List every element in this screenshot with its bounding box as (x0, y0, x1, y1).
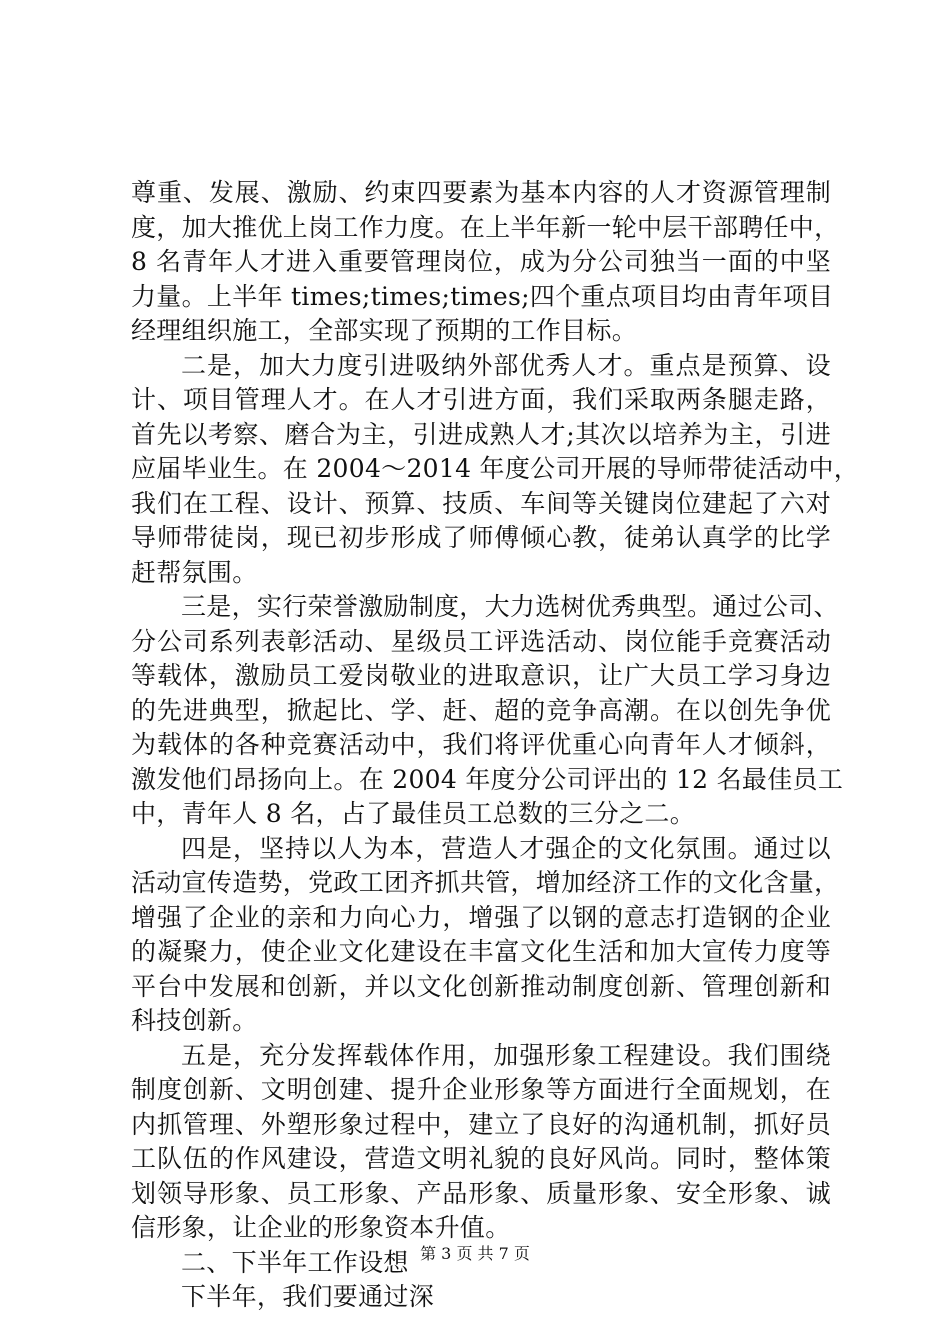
text-line: 首先以考察、磨合为主，引进成熟人才;其次以培养为主，引进 (131, 419, 831, 449)
text-line: 的凝聚力，使企业文化建设在丰富文化生活和加大宣传力度等 (131, 937, 831, 966)
text-line: 四是，坚持以人为本，营造人才强企的文化氛围。通过以 (181, 833, 831, 863)
text-line: 二、下半年工作设想 (181, 1247, 409, 1277)
text-line: 应届毕业生。在 2004～2014 年度公司开展的导师带徒活动中， (131, 454, 860, 483)
text-line: 的先进典型，掀起比、学、赶、超的竞争高潮。在以创先争优 (131, 695, 831, 725)
text-line: 我们在工程、设计、预算、技质、车间等关键岗位建起了六对 (131, 488, 831, 518)
page-number-label: 第 3 页 共 7 页 (420, 1244, 530, 1263)
text-line: 激发他们昂扬向上。在 2004 年度分公司评出的 12 名最佳员工 (131, 764, 844, 794)
text-line: 内抓管理、外塑形象过程中，建立了良好的沟通机制，抓好员 (131, 1109, 831, 1139)
text-line: 力量。上半年 times;times;times;四个重点项目均由青年项目 (131, 281, 834, 311)
text-line: 五是，充分发挥载体作用，加强形象工程建设。我们围绕 (181, 1040, 831, 1070)
text-line: 活动宣传造势，党政工团齐抓共管，增加经济工作的文化含量， (131, 868, 840, 897)
text-line: 等载体，激励员工爱岗敬业的进取意识，让广大员工学习身边 (131, 661, 831, 690)
text-line: 度，加大推优上岗工作力度。在上半年新一轮中层干部聘任中， (131, 212, 840, 242)
text-line: 二是，加大力度引进吸纳外部优秀人才。重点是预算、设 (181, 350, 831, 380)
text-line: 制度创新、文明创建、提升企业形象等方面进行全面规划，在 (131, 1075, 831, 1104)
text-line: 为载体的各种竞赛活动中，我们将评优重心向青年人才倾斜， (131, 730, 831, 759)
text-line: 导师带徒岗，现已初步形成了师傅倾心教，徒弟认真学的比学 (131, 523, 831, 552)
page-footer (0, 1244, 950, 1264)
text-line: 尊重、发展、激励、约束四要素为基本内容的人才资源管理制 (131, 178, 831, 207)
text-line: 平台中发展和创新，并以文化创新推动制度创新、管理创新和 (131, 971, 831, 1001)
document-body (131, 176, 860, 1315)
text-line: 中，青年人 8 名，占了最佳员工总数的三分之二。 (131, 799, 696, 828)
text-line: 增强了企业的亲和力向心力，增强了以钢的意志打造钢的企业 (131, 902, 831, 932)
text-line: 三是，实行荣誉激励制度，大力选树优秀典型。通过公司、 (181, 592, 839, 621)
text-line: 分公司系列表彰活动、星级员工评选活动、岗位能手竞赛活动 (131, 626, 831, 656)
text-line: 8 名青年人才进入重要管理岗位，成为分公司独当一面的中坚 (131, 247, 831, 276)
text-line: 工队伍的作风建设，营造文明礼貌的良好风尚。同时，整体策 (131, 1144, 831, 1173)
text-line: 赶帮氛围。 (131, 557, 258, 587)
text-line: 经理组织施工，全部实现了预期的工作目标。 (131, 316, 638, 345)
text-line: 计、项目管理人才。在人才引进方面，我们采取两条腿走路， (131, 385, 831, 414)
text-line: 下半年，我们要通过深 (181, 1282, 435, 1311)
text-line: 信形象，让企业的形象资本升值。 (131, 1213, 511, 1242)
text-line: 划领导形象、员工形象、产品形象、质量形象、安全形象、诚 (131, 1178, 831, 1208)
text-line: 科技创新。 (131, 1006, 258, 1035)
